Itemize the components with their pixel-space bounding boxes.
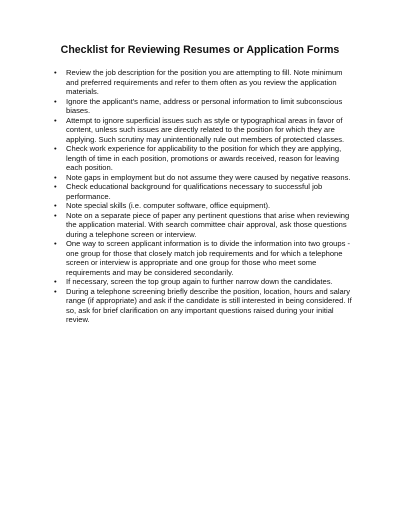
- checklist-item-text: Note on a separate piece of paper any pertinent questions that arise when reviewing the application material. With search committee chair approval, ask those questions during a telephone screen or interview.: [66, 210, 350, 239]
- checklist-item-text: Check work experience for applicability to the position for which they are applying, length of time in each position, promotions or awards received, reason for leaving each position.: [66, 144, 342, 172]
- bullet-icon: •: [54, 115, 57, 125]
- checklist-item: [54, 201, 356, 211]
- bullet-icon: •: [54, 239, 57, 248]
- checklist-item-text: Review the job description for the position you are attempting to fill. Note minimum and preferred requirements and refer to them often as you review the application materials.: [66, 68, 343, 96]
- bullet-icon: •: [54, 144, 57, 153]
- checklist: [54, 68, 356, 325]
- bullet-icon: •: [54, 96, 57, 106]
- bullet-icon: •: [54, 182, 57, 191]
- checklist-item: [54, 172, 356, 183]
- checklist-item-text: If necessary, screen the top group again to further narrow down the candidates.: [66, 277, 333, 286]
- document-title: Checklist for Reviewing Resumes or Application Forms: [60, 44, 340, 56]
- checklist-item-text: During a telephone screening briefly describe the position, location, hours and salary range (if appropriate) and ask if the candidate is still interested in being considered. If so, ask for brief clarification on any important questions raised during your initial review.: [66, 286, 352, 324]
- checklist-item: [54, 239, 356, 277]
- bullet-icon: •: [54, 201, 57, 210]
- checklist-item: [54, 68, 356, 97]
- bullet-icon: •: [54, 210, 57, 220]
- checklist-item-text: Attempt to ignore superficial issues such as style or typographical areas in favor of content, unless such issues are directly related to the position for which they are applying. Such scrutiny may unintentionally rule out members of protected classes.: [66, 115, 345, 144]
- checklist-item: [54, 182, 356, 201]
- bullet-icon: •: [54, 286, 57, 296]
- checklist-item: [54, 286, 356, 325]
- bullet-icon: •: [54, 68, 57, 77]
- checklist-item-text: Note special skills (i.e. computer software, office equipment).: [66, 201, 271, 210]
- checklist-item: [54, 96, 356, 116]
- checklist-item: [54, 144, 356, 173]
- checklist-item-text: Check educational background for qualifications necessary to successful job performance.: [66, 182, 323, 201]
- checklist-item: [54, 277, 356, 287]
- checklist-item-text: Note gaps in employment but do not assume they were caused by negative reasons.: [66, 172, 351, 182]
- checklist-item: [54, 210, 356, 240]
- checklist-item: [54, 115, 356, 145]
- bullet-icon: •: [54, 277, 57, 286]
- bullet-icon: •: [54, 172, 57, 182]
- checklist-item-text: One way to screen applicant information is to divide the information into two groups - one group for those that closely match job requirements and for which a telephone screen or interview is appropriate and one group for those who meet some requirements and may be considered secondarily.: [66, 239, 351, 277]
- checklist-item-text: Ignore the applicant's name, address or personal information to limit subconscious biases.: [66, 96, 343, 115]
